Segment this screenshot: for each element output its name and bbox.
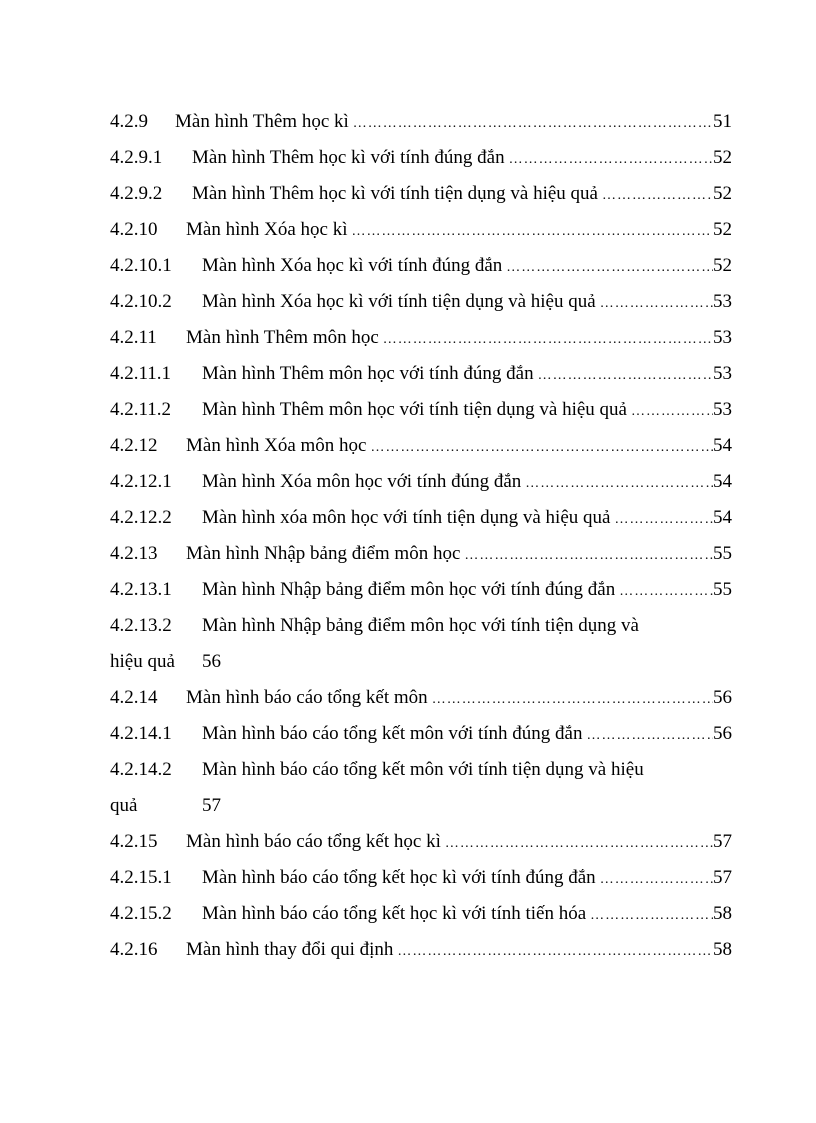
toc-entry-page: 57 (202, 795, 221, 816)
toc-entry-page: 54 (713, 471, 732, 492)
toc-entry-page: 52 (713, 219, 732, 240)
toc-entry-title: Màn hình xóa môn học với tính tiện dụng và hiệu quả (202, 507, 611, 528)
toc-entry-page: 53 (713, 327, 732, 348)
toc-entry-title: Màn hình Thêm môn học với tính tiện dụng và hiệu quả (202, 399, 627, 420)
toc-entry-page: 55 (713, 543, 732, 564)
toc-entry-number: 4.2.9 (110, 111, 148, 132)
dot-leader (615, 574, 713, 610)
toc-entry-title: Màn hình Nhập bảng điểm môn học với tính tiện dụng và (202, 615, 639, 636)
toc-entry-title-continuation: hiệu quả (110, 651, 175, 672)
table-of-contents (110, 104, 732, 968)
dot-leader (534, 358, 713, 394)
dot-leader (502, 250, 713, 286)
toc-entry-number: 4.2.14.1 (110, 723, 172, 744)
toc-entry[interactable] (110, 572, 732, 608)
toc-entry-title: Màn hình báo cáo tổng kết môn với tính tiện dụng và hiệu (202, 759, 644, 780)
dot-leader (583, 718, 714, 754)
toc-entry-number: 4.2.13.1 (110, 579, 172, 600)
dot-leader (596, 286, 713, 322)
toc-entry-number: 4.2.9.1 (110, 147, 163, 168)
toc-entry-page: 54 (713, 507, 732, 528)
toc-entry-number: 4.2.10.2 (110, 291, 172, 312)
dot-leader (460, 538, 713, 574)
toc-entry[interactable] (110, 680, 732, 716)
toc-entry-title: Màn hình Xóa học kì với tính tiện dụng và hiệu quả (202, 291, 596, 312)
toc-entry-number: 4.2.11.1 (110, 363, 172, 384)
toc-entry-number: 4.2.14 (110, 687, 158, 708)
toc-entry[interactable] (110, 752, 732, 788)
toc-entry-number: 4.2.15 (110, 831, 158, 852)
toc-entry-title: Màn hình Xóa học kì (186, 219, 348, 240)
dot-leader (627, 394, 713, 430)
toc-entry-page: 52 (713, 255, 732, 276)
toc-entry-title: Màn hình báo cáo tổng kết môn với tính đúng đắn (202, 723, 583, 744)
toc-entry-page: 56 (713, 687, 732, 708)
toc-entry-title: Màn hình Thêm học kì với tính đúng đắn (192, 147, 505, 168)
toc-entry-title: Màn hình Xóa môn học (186, 435, 367, 456)
toc-entry-page: 53 (713, 399, 732, 420)
toc-entry-title: Màn hình Thêm học kì với tính tiện dụng và hiệu quả (192, 183, 598, 204)
dot-leader (521, 466, 713, 502)
toc-entry-page: 52 (713, 183, 732, 204)
toc-entry-page: 57 (713, 831, 732, 852)
toc-entry-title: Màn hình Thêm môn học với tính đúng đắn (202, 363, 534, 384)
toc-entry[interactable] (110, 536, 732, 572)
dot-leader (393, 934, 713, 970)
toc-entry[interactable] (110, 500, 732, 536)
toc-entry-page: 51 (713, 111, 732, 132)
toc-entry-page: 53 (713, 291, 732, 312)
toc-entry-number: 4.2.11 (110, 327, 157, 348)
toc-entry-number: 4.2.10.1 (110, 255, 172, 276)
toc-entry[interactable] (110, 896, 732, 932)
toc-entry-number: 4.2.15.1 (110, 867, 172, 888)
toc-entry-number: 4.2.14.2 (110, 759, 172, 780)
toc-entry-number: 4.2.15.2 (110, 903, 172, 924)
toc-entry-page: 58 (713, 939, 732, 960)
toc-entry-page: 52 (713, 147, 732, 168)
dot-leader (586, 898, 713, 934)
toc-entry[interactable] (110, 212, 732, 248)
toc-entry-page: 56 (202, 651, 221, 672)
toc-entry[interactable] (110, 464, 732, 500)
toc-entry-number: 4.2.12.2 (110, 507, 172, 528)
toc-entry[interactable] (110, 140, 732, 176)
toc-entry-title: Màn hình báo cáo tổng kết học kì (186, 831, 441, 852)
dot-leader (596, 862, 713, 898)
toc-entry[interactable] (110, 320, 732, 356)
toc-entry-title: Màn hình Thêm học kì (175, 111, 349, 132)
toc-entry-continuation[interactable] (110, 644, 732, 680)
toc-entry-number: 4.2.11.2 (110, 399, 172, 420)
toc-entry-title: Màn hình Xóa học kì với tính đúng đắn (202, 255, 503, 276)
dot-leader (379, 322, 713, 358)
toc-entry[interactable] (110, 356, 732, 392)
dot-leader (428, 682, 713, 718)
toc-entry-title: Màn hình Xóa môn học với tính đúng đắn (202, 471, 522, 492)
toc-entry-page: 56 (713, 723, 732, 744)
toc-entry[interactable] (110, 608, 732, 644)
toc-entry-title: Màn hình báo cáo tổng kết học kì với tính đúng đắn (202, 867, 596, 888)
toc-entry-title: Màn hình Nhập bảng điểm môn học (186, 543, 461, 564)
toc-entry-number: 4.2.12 (110, 435, 158, 456)
toc-entry-number: 4.2.10 (110, 219, 158, 240)
dot-leader (505, 142, 713, 178)
dot-leader (349, 106, 713, 142)
toc-entry[interactable] (110, 284, 732, 320)
toc-entry[interactable] (110, 104, 732, 140)
toc-entry-title: Màn hình báo cáo tổng kết môn (186, 687, 428, 708)
toc-entry-page: 53 (713, 363, 732, 384)
toc-entry-title: Màn hình Nhập bảng điểm môn học với tính đúng đắn (202, 579, 616, 600)
toc-entry-continuation[interactable] (110, 788, 732, 824)
toc-entry[interactable] (110, 824, 732, 860)
toc-entry-number: 4.2.12.1 (110, 471, 172, 492)
toc-entry-title: Màn hình báo cáo tổng kết học kì với tính tiến hóa (202, 903, 587, 924)
toc-entry-title: Màn hình thay đổi qui định (186, 939, 394, 960)
toc-entry[interactable] (110, 716, 732, 752)
dot-leader (366, 430, 713, 466)
toc-entry[interactable] (110, 392, 732, 428)
toc-entry-number: 4.2.13 (110, 543, 158, 564)
toc-entry-title: Màn hình Thêm môn học (186, 327, 379, 348)
toc-entry[interactable] (110, 176, 732, 212)
toc-entry[interactable] (110, 860, 732, 896)
toc-entry-number: 4.2.13.2 (110, 615, 172, 636)
toc-entry[interactable] (110, 428, 732, 464)
toc-entry[interactable] (110, 932, 732, 968)
dot-leader (441, 826, 713, 862)
dot-leader (347, 214, 713, 250)
toc-entry-page: 58 (713, 903, 732, 924)
dot-leader (610, 502, 713, 538)
toc-entry[interactable] (110, 248, 732, 284)
toc-entry-page: 55 (713, 579, 732, 600)
toc-entry-number: 4.2.16 (110, 939, 158, 960)
toc-entry-number: 4.2.9.2 (110, 183, 163, 204)
dot-leader (598, 178, 713, 214)
toc-entry-page: 54 (713, 435, 732, 456)
toc-entry-title-continuation: quả (110, 795, 138, 816)
toc-entry-page: 57 (713, 867, 732, 888)
